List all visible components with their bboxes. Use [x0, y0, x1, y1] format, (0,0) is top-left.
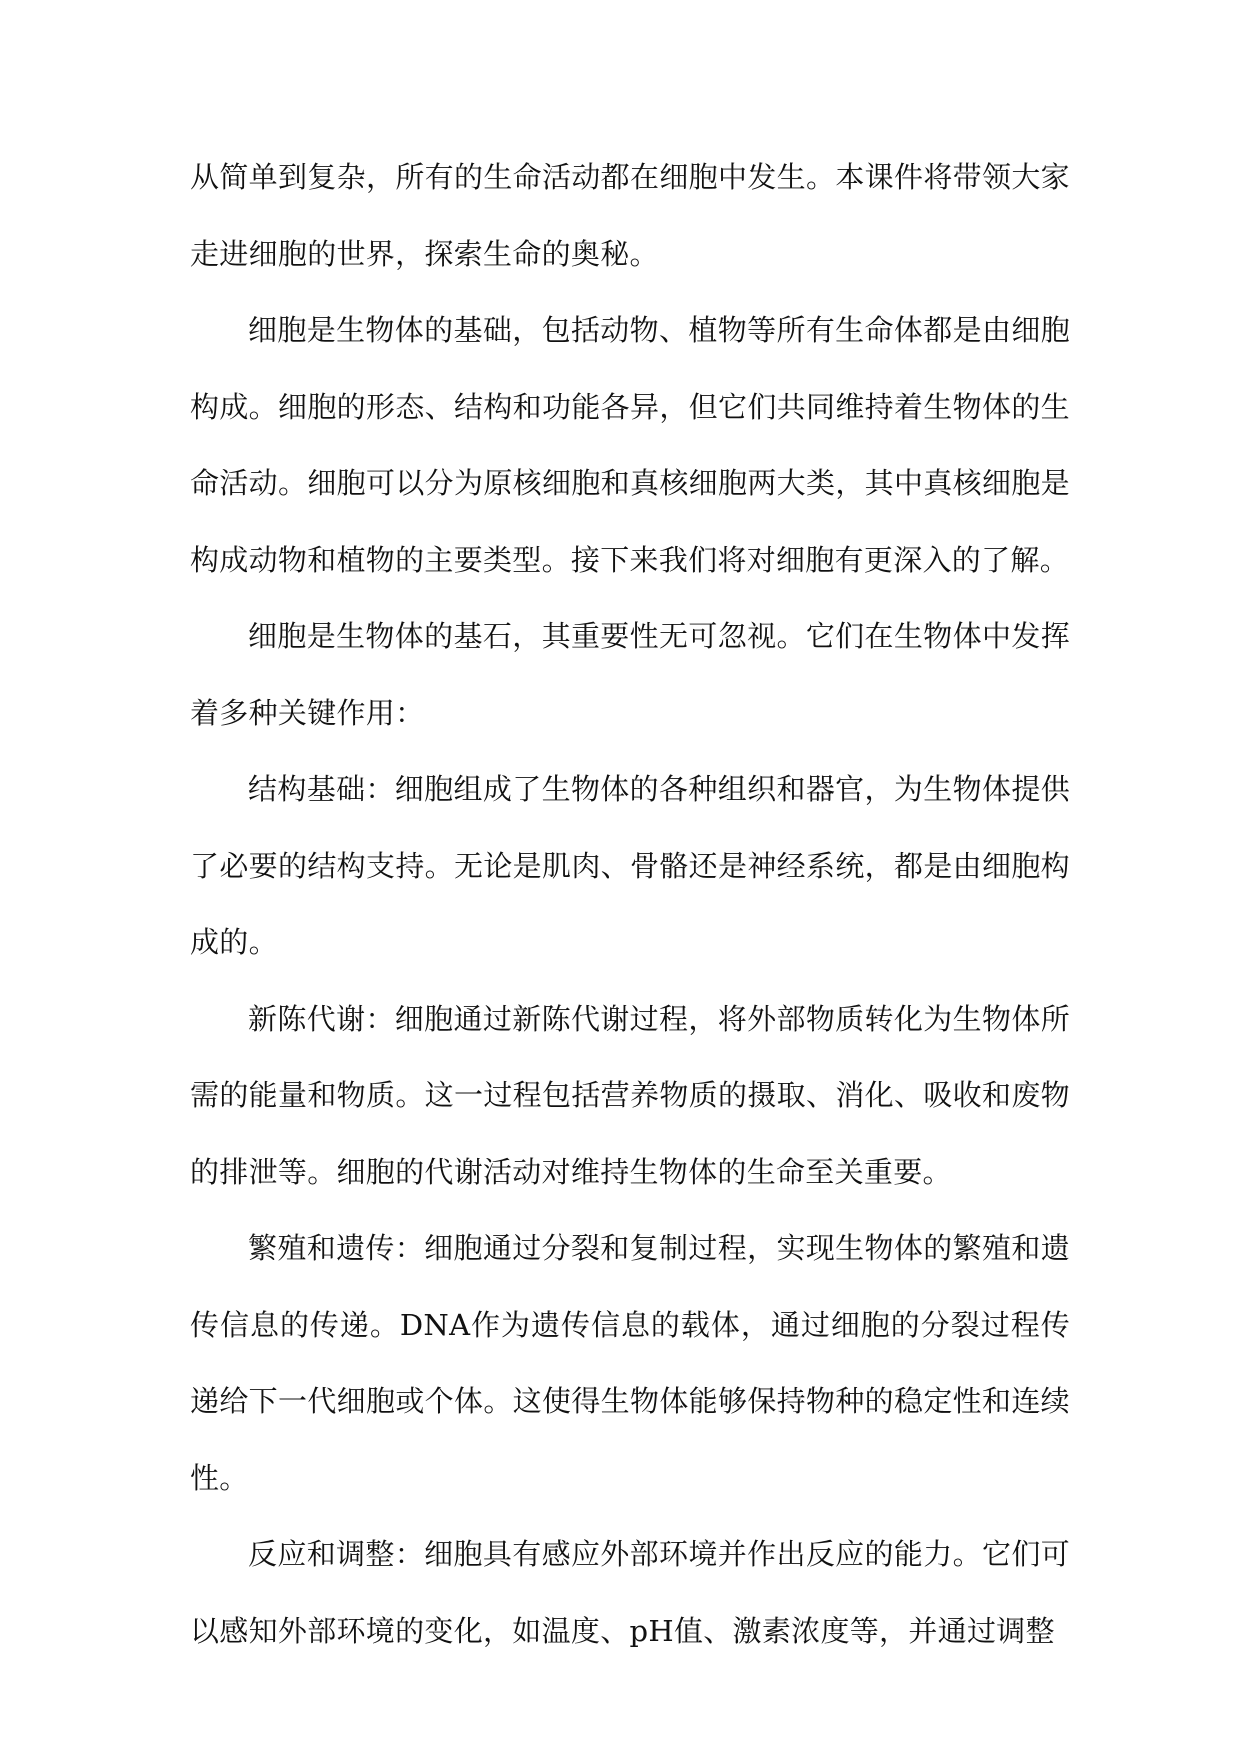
paragraph-reproduction-heredity: 繁殖和遗传：细胞通过分裂和复制过程，实现生物体的繁殖和遗传信息的传递。DNA作为遗传信息的载体，通过细胞的分裂过程传递给下一代细胞或个体。这使得生物体能够保持物种的稳定性和连续性。 [190, 1231, 1070, 1495]
paragraph-structural-basis: 结构基础：细胞组成了生物体的各种组织和器官，为生物体提供了必要的结构支持。无论是肌肉、骨骼还是神经系统，都是由细胞构成的。 [190, 772, 1070, 959]
document-body [190, 139, 1070, 1669]
paragraph-intro-continuation: 从简单到复杂，所有的生命活动都在细胞中发生。本课件将带领大家走进细胞的世界，探索生命的奥秘。 [190, 160, 1070, 271]
paragraph-metabolism: 新陈代谢：细胞通过新陈代谢过程，将外部物质转化为生物体所需的能量和物质。这一过程包括营养物质的摄取、消化、吸收和废物的排泄等。细胞的代谢活动对维持生物体的生命至关重要。 [190, 1001, 1070, 1189]
paragraph-response-regulation: 反应和调整：细胞具有感应外部环境并作出反应的能力。它们可以感知外部环境的变化，如温度、pH值、激素浓度等，并通过调整 [190, 1537, 1070, 1648]
paragraph-cell-basics: 细胞是生物体的基础，包括动物、植物等所有生命体都是由细胞构成。细胞的形态、结构和功能各异，但它们共同维持着生物体的生命活动。细胞可以分为原核细胞和真核细胞两大类，其中真核细胞是构成动物和植物的主要类型。接下来我们将对细胞有更深入的了解。 [190, 313, 1070, 577]
paragraph-cell-importance: 细胞是生物体的基石，其重要性无可忽视。它们在生物体中发挥着多种关键作用： [190, 619, 1070, 730]
